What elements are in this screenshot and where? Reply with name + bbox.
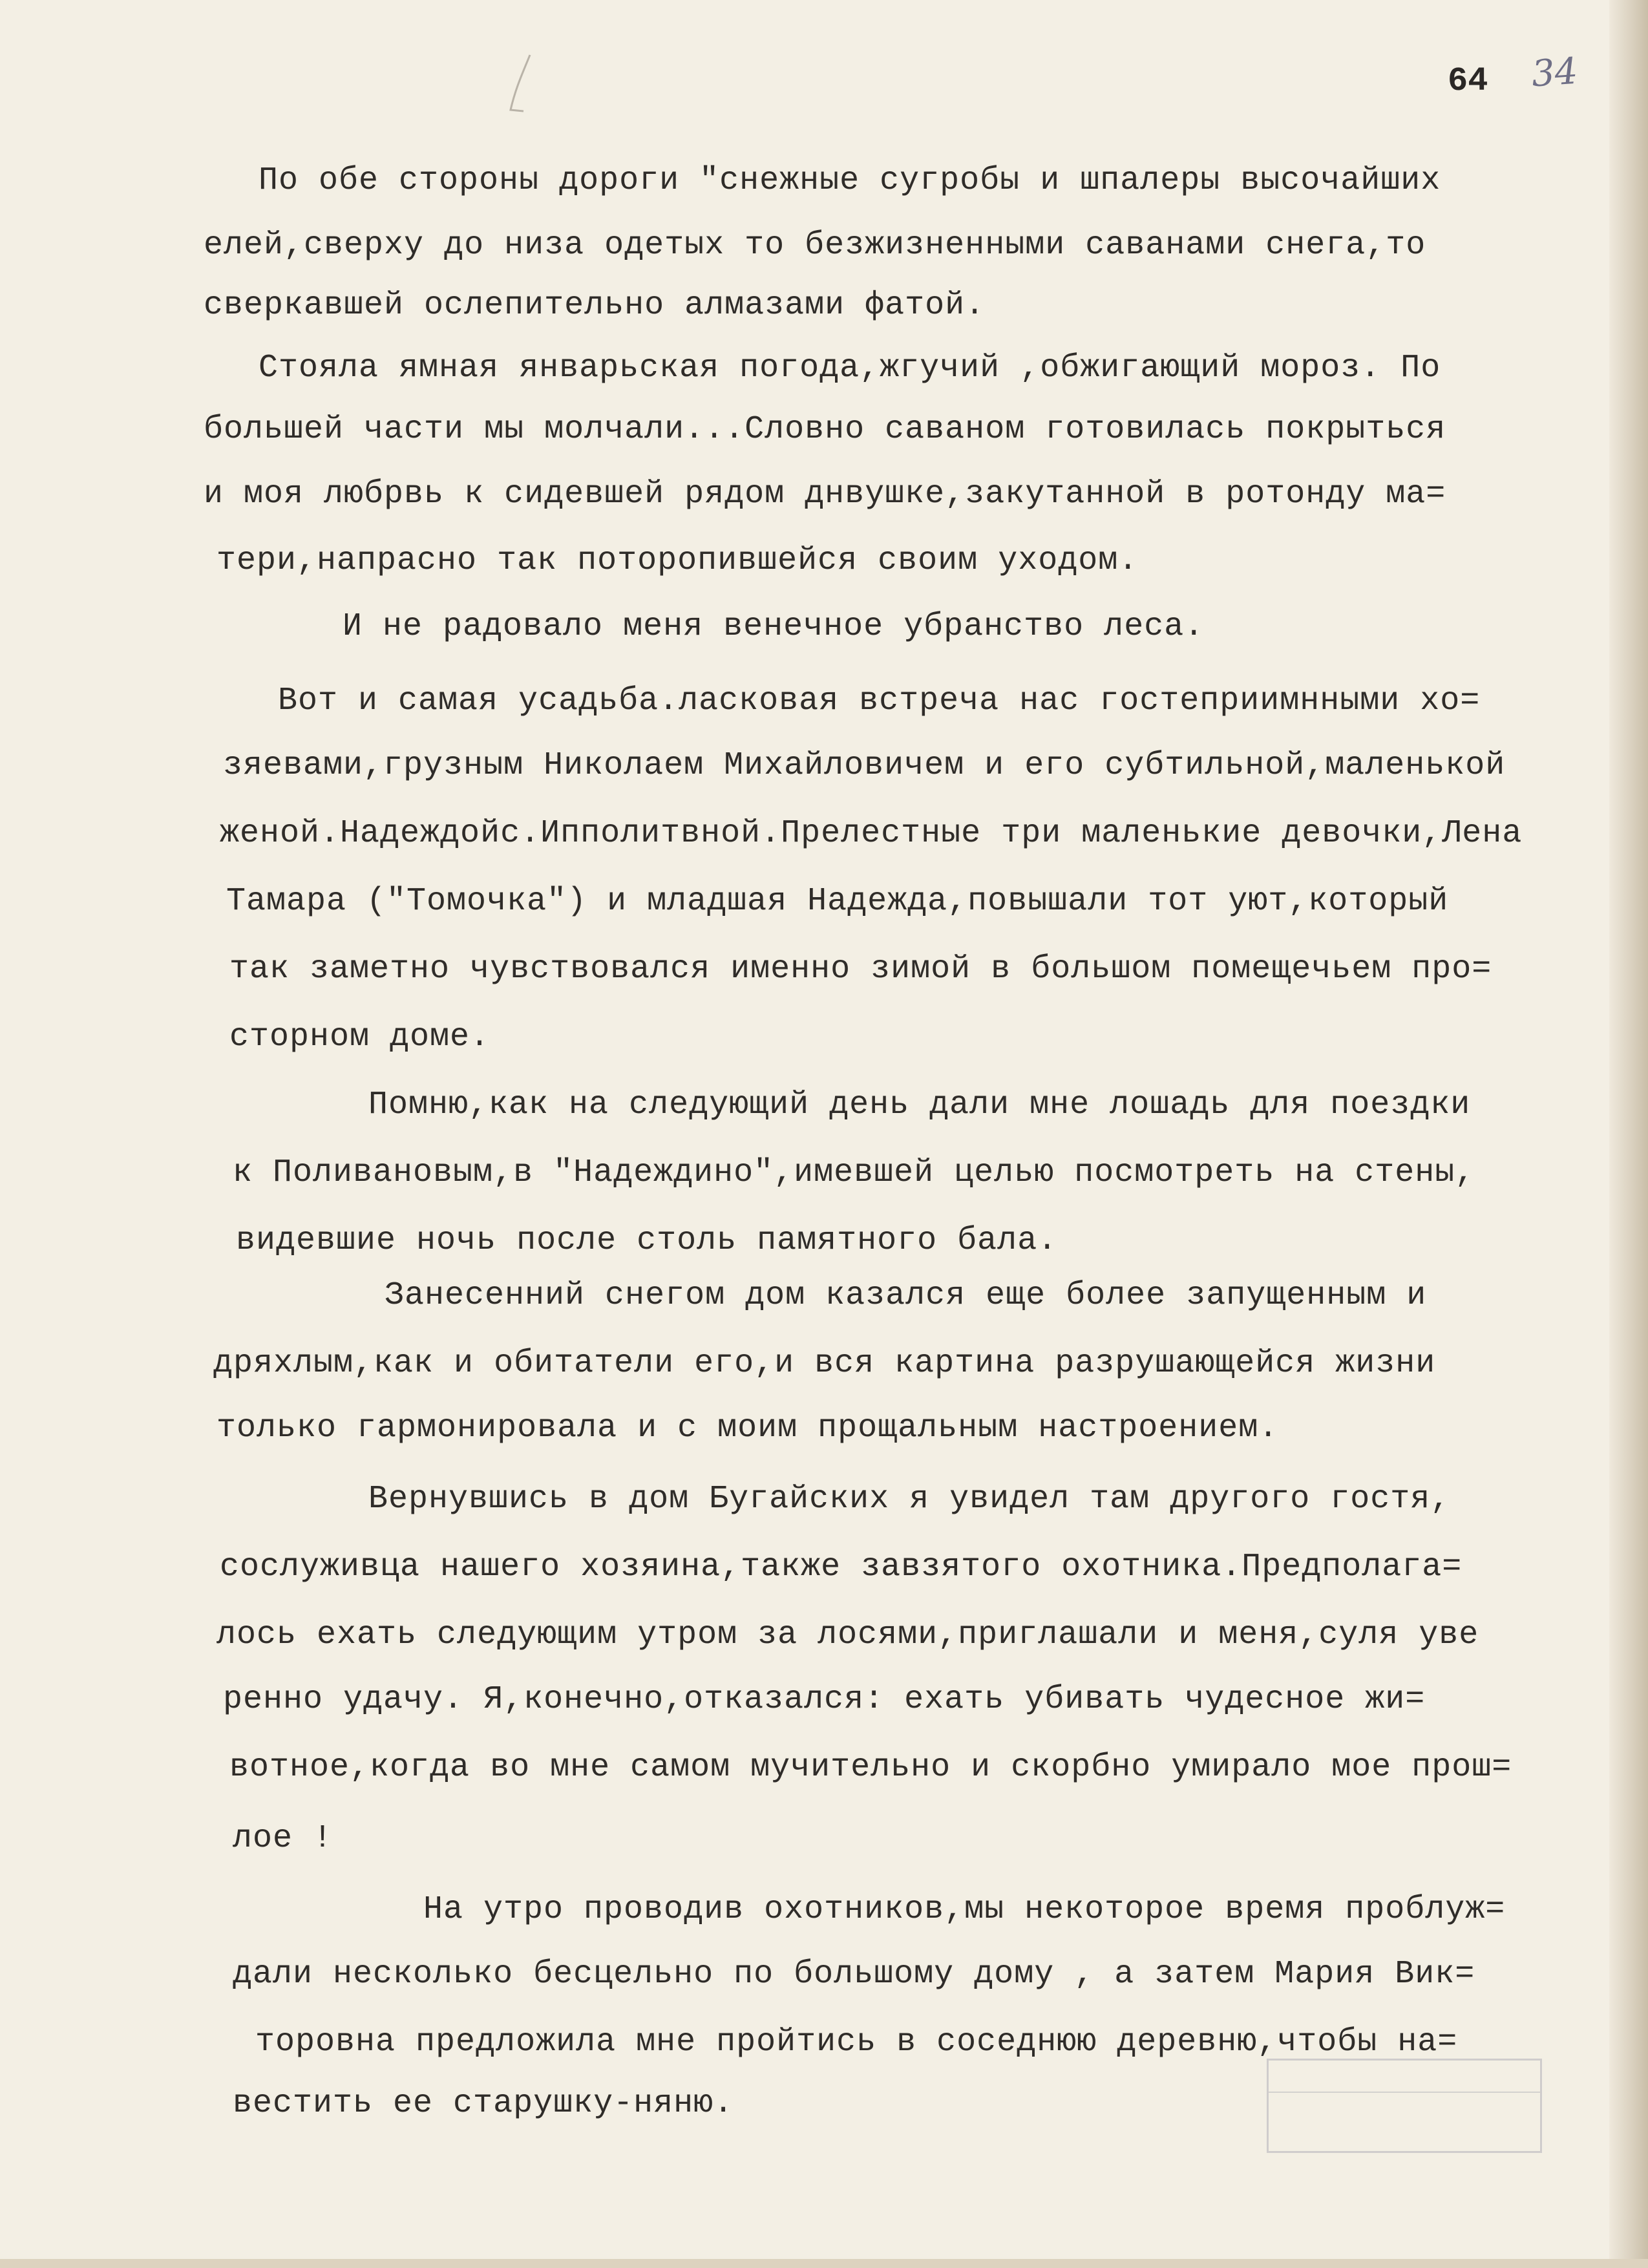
text-line: большей части мы молчали...Словно саваном готовилась покрыться <box>204 411 1446 448</box>
text-line: По обе стороны дороги "снежные сугробы и шпалеры высочайших <box>259 162 1441 199</box>
text-line: к Поливановым,в "Надеждино",имевшей целью посмотреть на стены, <box>233 1154 1475 1191</box>
text-line: сверкавшей ослепительно алмазами фатой. <box>204 287 986 324</box>
text-line: елей,сверху до низа одетых то безжизненными саванами снега,то <box>204 227 1426 264</box>
text-line: Стояла ямная январьская погода,жгучий ,обжигающий мороз. По <box>259 350 1441 387</box>
archive-folio-number: 34 <box>1530 50 1579 96</box>
text-line: сослуживца нашего хозяина,также завзятого охотника.Предполага= <box>220 1549 1463 1585</box>
text-line: дали несколько бесцельно по большому дому , а затем Мария Вик= <box>233 1956 1475 1993</box>
pencil-mark <box>504 52 543 116</box>
page-number: 64 <box>1448 62 1488 100</box>
text-line: И не радовало меня венечное убранство леса. <box>343 608 1205 645</box>
text-line: Вот и самая усадьба.ласковая встреча нас гостеприимнными хо= <box>278 683 1481 719</box>
page-edge-shadow <box>1609 0 1648 2268</box>
archive-stamp <box>1267 2059 1542 2153</box>
text-line: видевшие ночь после столь памятного бала. <box>236 1222 1058 1259</box>
text-line: тери,напрасно так поторопившейся своим уходом. <box>217 542 1139 579</box>
text-line: женой.Надеждойс.Ипполитвной.Прелестные три маленькие девочки,Лена <box>220 815 1523 852</box>
text-line: зяевами,грузным Николаем Михайловичем и его субтильной,маленькой <box>223 747 1506 784</box>
text-line: лось ехать следующим утром за лосями,приглашали и меня,суля уве <box>217 1616 1479 1653</box>
text-line: так заметно чувствовался именно зимой в большом помещечьем про= <box>229 951 1492 988</box>
text-line: дряхлым,как и обитатели его,и вся картина разрушающейся жизни <box>213 1345 1436 1382</box>
text-line: лое ! <box>233 1820 333 1857</box>
text-line: торовна предложила мне пройтись в соседнюю деревню,чтобы на= <box>255 2024 1458 2061</box>
text-line: Помню,как на следующий день дали мне лошадь для поездки <box>368 1086 1471 1123</box>
text-line: ренно удачу. Я,конечно,отказался: ехать убивать чудесное жи= <box>223 1681 1426 1718</box>
text-line: Тамара ("Томочка") и младшая Надежда,повышали тот уют,который <box>226 883 1449 920</box>
archive-stamp-divider <box>1269 2092 1540 2093</box>
text-line: Вернувшись в дом Бугайских я увидел там другого гостя, <box>368 1481 1451 1518</box>
text-line: только гармонировала и с моим прощальным настроением. <box>217 1410 1279 1447</box>
text-line: сторном доме. <box>229 1019 491 1055</box>
page-bottom-edge <box>0 2259 1648 2268</box>
text-line: и моя любрвь к сидевшей рядом днвушке,закутанной в ротонду ма= <box>204 476 1446 513</box>
text-line: Занесенний снегом дом казался еще более запущенным и <box>385 1277 1427 1314</box>
text-line: вестить ее старушку-няню. <box>233 2085 734 2122</box>
text-line: На утро проводив охотников,мы некоторое время проблуж= <box>423 1891 1506 1928</box>
text-line: вотное,когда во мне самом мучительно и скорбно умирало мое прош= <box>229 1749 1512 1786</box>
